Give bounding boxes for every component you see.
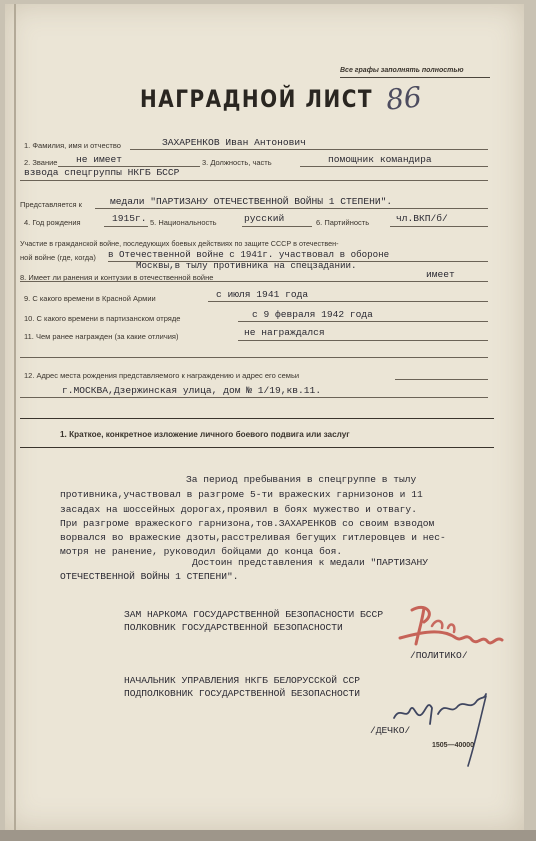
field-10-value: с 9 февраля 1942 года	[252, 309, 373, 320]
field-1-line	[130, 149, 488, 150]
field-9-label: 9. С какого времени в Красной Армии	[24, 294, 156, 303]
field-7-label-b: ной войне (где, когда)	[20, 253, 96, 262]
narrative-line-2: противника,участвовал в разгроме 5-ти вражеских гарнизонов и 11	[60, 489, 423, 500]
narrative-line-8: ОТЕЧЕСТВЕННОЙ ВОЙНЫ 1 СТЕПЕНИ".	[60, 571, 239, 582]
field-1-label: 1. Фамилия, имя и отчество	[24, 141, 121, 150]
field-3-line	[300, 166, 488, 167]
field-3-label: 3. Должность, часть	[202, 158, 272, 167]
narrative-line-4: При разгроме вражеского гарнизона,тов.ЗАХАРЕНКОВ со своим взводом	[60, 518, 435, 529]
signer-1-name: /ПОЛИТИКО/	[410, 650, 468, 661]
field-2-label: 2. Звание	[24, 158, 58, 167]
field-6-line	[390, 226, 488, 227]
signer-2-line-1: НАЧАЛЬНИК УПРАВЛЕНИЯ НКГБ БЕЛОРУССКОЙ ССР	[124, 675, 361, 686]
field-10-line	[238, 321, 488, 322]
field-5-label: 5. Национальность	[150, 218, 217, 227]
field-12-value: г.МОСКВА,Дзержинская улица, дом № 1/19,кв.11.	[62, 385, 322, 396]
field-3-value: помощник командира	[328, 154, 432, 165]
field-9-line	[208, 301, 488, 302]
field-8-line	[20, 281, 488, 282]
field-12-label: 12. Адрес места рождения представляемого к награждению и адрес его семьи	[24, 371, 300, 380]
field-12-line-a	[395, 379, 488, 380]
signer-2-line-2: ПОДПОЛКОВНИК ГОСУДАРСТВЕННОЙ БЕЗОПАСНОСТИ	[124, 688, 361, 699]
field-10-label: 10. С какого времени в партизанском отряде	[24, 314, 181, 323]
field-3-value-cont: взвода спецгруппы НКГБ БССР	[24, 167, 180, 178]
field-1-value: ЗАХАРЕНКОВ Иван Антонович	[162, 137, 306, 148]
field-12-line-b	[20, 397, 488, 398]
narrative-line-1: За период пребывания в спецгруппе в тылу	[186, 474, 417, 485]
signer-1-line-2: ПОЛКОВНИК ГОСУДАРСТВЕННОЙ БЕЗОПАСНОСТИ	[124, 622, 343, 633]
document-title: НАГРАДНОЙ ЛИСТ	[140, 84, 374, 113]
header-note: Все графы заполнять полностью	[340, 67, 464, 74]
print-code: 1505—40000	[432, 742, 475, 749]
present-label: Представляется к	[20, 200, 82, 209]
narrative-line-5: ворвался во вражеские дзоты,расстреливая бегущих гитлеровцев и нес-	[60, 532, 446, 543]
field-4-line	[104, 226, 148, 227]
present-value: медали "ПАРТИЗАНУ ОТЕЧЕСТВЕННОЙ ВОЙНЫ 1 СТЕПЕНИ".	[110, 196, 393, 207]
field-9-value: с июля 1941 года	[216, 289, 309, 300]
field-5-value: русский	[244, 213, 285, 224]
blank-line	[20, 357, 488, 358]
section-title: 1. Краткое, конкретное изложение личного боевого подвига или заслуг	[60, 430, 350, 439]
field-7-value-b: Москвы,в тылу противника на спецзадании.	[136, 260, 357, 271]
field-11-line	[238, 340, 488, 341]
scan-edge	[0, 830, 536, 841]
field-11-label: 11. Чем ранее награжден (за какие отличия)	[24, 332, 179, 341]
handwritten-number: 86	[384, 80, 424, 117]
blue-signature-image	[380, 680, 500, 776]
section-rule-top	[20, 418, 494, 419]
field-3-line-2	[20, 180, 488, 181]
red-signature-image	[392, 598, 508, 660]
narrative-line-7: Достоин представления к медали "ПАРТИЗАНУ	[192, 557, 429, 568]
field-2-value: не имеет	[76, 154, 123, 165]
field-8-value: имеет	[426, 269, 455, 280]
header-note-underline	[340, 77, 490, 78]
present-line	[95, 208, 488, 209]
field-4-label: 4. Год рождения	[24, 218, 81, 227]
narrative-line-3: засадах на шоссейных дорогах,проявил в боях мужество и отвагу.	[60, 504, 417, 515]
narrative-line-6: мотря не ранение, руководил бойцами до конца боя.	[60, 546, 343, 557]
signer-1-line-1: ЗАМ НАРКОМА ГОСУДАРСТВЕННОЙ БЕЗОПАСНОСТИ БССР	[124, 609, 384, 620]
field-5-line	[242, 226, 312, 227]
field-11-value: не награждался	[244, 327, 325, 338]
field-7-value-a: в Отечественной войне с 1941г. участвовал в обороне	[108, 249, 390, 260]
field-4-value: 1915г.	[112, 213, 147, 224]
signer-2-name: /ДЕЧКО/	[370, 725, 411, 736]
field-7-label-a: Участие в гражданской войне, последующих боевых действиях по защите СССР в отечествен-	[20, 239, 339, 248]
section-rule-bottom	[20, 447, 494, 448]
page-fold-line	[14, 4, 16, 830]
field-6-value: чл.ВКП/б/	[396, 213, 448, 224]
field-6-label: 6. Партийность	[316, 218, 370, 227]
field-8-label: 8. Имеет ли ранения и контузии в отечественной войне	[20, 273, 214, 282]
